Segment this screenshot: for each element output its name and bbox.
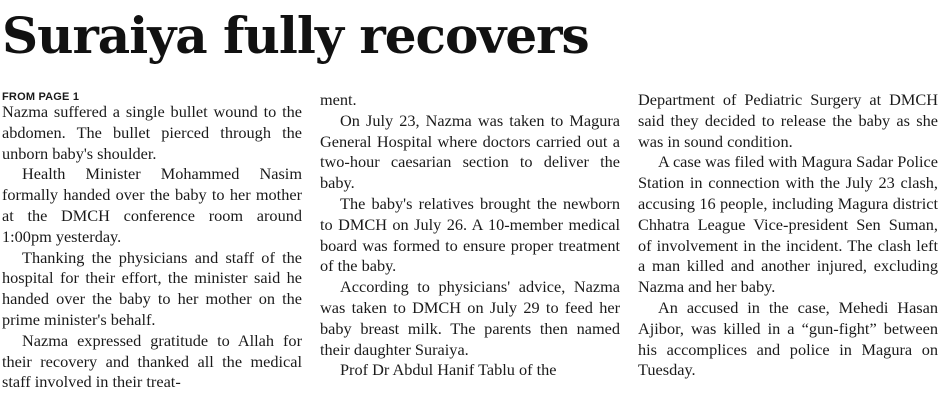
paragraph: A case was filed with Magura Sadar Police Station in connection with the July 23 clash, accusing 16 people, including Magura district Chhatra League Vice-president Sen Suman, of involvement in the incident. The clash left a man killed and another injured, excluding Nazma and her baby.	[638, 152, 938, 297]
paragraph: The baby's relatives brought the newborn to DMCH on July 26. A 10-member medical board was formed to ensure proper treatment of the baby.	[320, 193, 620, 276]
paragraph: An accused in the case, Mehedi Hasan Ajibor, was killed in a “gun-fight” between his accomplices and police in Magura on Tuesday.	[638, 297, 938, 380]
headline: Suraiya fully recovers	[2, 6, 589, 65]
paragraph: Thanking the physicians and staff of the hospital for their effort, the minister said he handed over the baby to her mother on the prime minister's behalf.	[2, 247, 302, 329]
paragraph: Nazma suffered a single bullet wound to the abdomen. The bullet pierced through the unborn baby's shoulder.	[2, 102, 302, 163]
article-column-3	[638, 90, 938, 381]
paragraph: According to physicians' advice, Nazma was taken to DMCH on July 29 to feed her baby breast milk. The parents then named their daughter Suraiya.	[320, 277, 620, 359]
paragraph: Health Minister Mohammed Nasim formally handed over the baby to her mother at the DMCH conference room around 1:00pm yesterday.	[2, 164, 302, 246]
paragraph: Nazma expressed gratitude to Allah for their recovery and thanked all the medical staff involved in their treat-	[2, 330, 302, 392]
paragraph: Prof Dr Abdul Hanif Tablu of the	[340, 360, 557, 380]
article-column-1	[2, 90, 302, 393]
article-column-2	[320, 90, 620, 381]
continuation-kicker: FROM PAGE 1	[2, 91, 80, 103]
paragraph: On July 23, Nazma was taken to Magura General Hospital where doctors carried out a two-hour caesarian section to deliver the baby.	[320, 110, 620, 193]
paragraph: ment.	[320, 90, 357, 109]
paragraph: Department of Pediatric Surgery at DMCH said they decided to release the baby as she was in sound condition.	[638, 90, 938, 151]
